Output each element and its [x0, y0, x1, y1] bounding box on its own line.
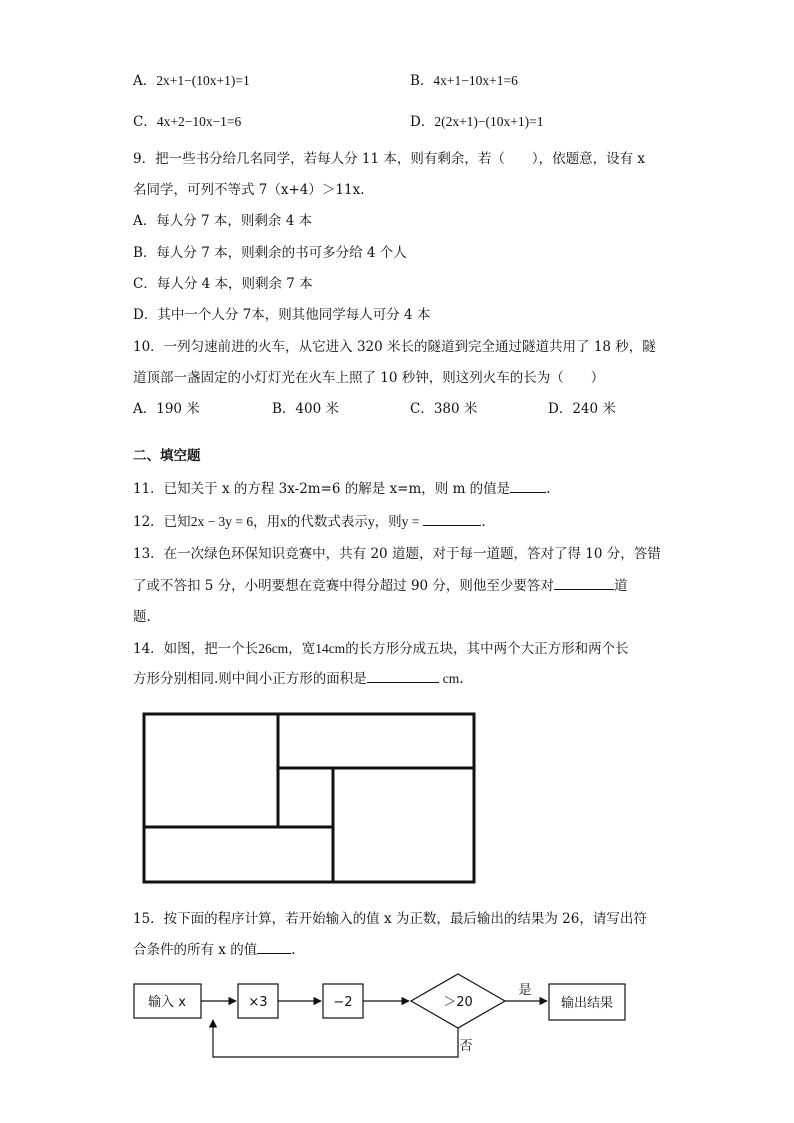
q10-option-b: B．400 米: [272, 401, 339, 417]
q13-text: 了或不答扣 5 分，小明要想在竞赛中得分超过 90 分，则他至少要答对: [133, 578, 554, 594]
q15-text: 合条件的所有 x 的值: [133, 942, 258, 958]
q11-text: 11．已知关于 x 的方程 3x-2m=6 的解是 x=m，则 m 的值是: [133, 481, 511, 497]
multiply-label: ×3: [248, 995, 268, 1010]
q9-line1: 9．把一些书分给几名同学，若每人分 11 本，则有剩余，若（ ），依题意，设有 x: [133, 151, 646, 167]
option-label: B．: [410, 73, 434, 89]
q14-text: 方形分别相同.则中间小正方形的面积是: [133, 671, 367, 687]
q12-text: ，则: [374, 514, 402, 530]
q15-line1: 15．按下面的程序计算，若开始输入的值 x 为正数，最后输出的结果为 26，请写出符: [133, 911, 647, 927]
q10-line1: 10．一列匀速前进的火车，从它进入 320 米长的隧道到完全通过隧道共用了 18 秒，隧: [133, 339, 656, 355]
section-title: 二、填空题: [133, 448, 201, 464]
loop-arrow: [213, 1020, 458, 1057]
q14-text: 14．如图，把一个长: [133, 641, 259, 657]
option-expression: 2(2x+1)−(10x+1)=1: [434, 114, 544, 129]
option-label: D．: [410, 114, 435, 130]
q10-line2: 道顶部一盏固定的小灯灯光在火车上照了 10 秒钟，则这列火车的长为（ ）: [133, 370, 605, 386]
q14-width: 14cm: [315, 641, 346, 656]
option-expression: 4x+2−10x−1=6: [156, 114, 242, 129]
yes-label: 是: [518, 983, 532, 998]
subtract-label: −2: [333, 995, 353, 1010]
q14-period: .: [459, 671, 464, 687]
option-expression: 4x+1−10x+1=6: [433, 73, 518, 88]
condition-label: ＞20: [443, 995, 473, 1010]
q10-option-c: C．380 米: [410, 401, 478, 417]
option-label: C．: [133, 114, 157, 130]
q12-var-x: x: [280, 514, 287, 529]
q9-option-d: D．其中一个人分 7本，则其他同学每人可分 4 本: [133, 307, 431, 323]
q14-text: 的长方形分成五块，其中两个大正方形和两个长: [345, 641, 629, 657]
option-expression: 2x+1−(10x+1)=1: [156, 73, 250, 88]
input-label: 输入 x: [148, 995, 186, 1010]
q15-period: .: [291, 942, 296, 958]
q12-period: .: [481, 514, 486, 530]
q12-var-y: y: [367, 514, 375, 529]
q12-text: 的代数式表示: [286, 514, 368, 530]
q14-text: ，宽: [288, 641, 316, 657]
q14-length: 26cm: [258, 641, 289, 656]
q12-prefix: 12．已知: [133, 514, 191, 530]
q9-line2: 名同学，可列不等式 7（x+4）＞11x.: [133, 182, 365, 198]
q10-option-d: D．240 米: [548, 401, 616, 417]
q12-text: ，用: [253, 514, 281, 530]
q13-line3: 题.: [133, 609, 151, 625]
q14-unit: cm: [442, 671, 460, 686]
no-label: 否: [459, 1039, 473, 1054]
q11-period: .: [546, 481, 551, 497]
option-label: A．: [133, 73, 157, 89]
q9-option-a: A．每人分 7 本，则剩余 4 本: [133, 213, 313, 229]
q10-option-a: A．190 米: [133, 401, 200, 417]
q13-line1: 13．在一次绿色环保知识竞赛中，共有 20 道题，对于每一道题，答对了得 10 分，答错: [133, 546, 661, 562]
q12-equation: 2x − 3y = 6: [190, 514, 254, 529]
q13-text: 道: [613, 578, 628, 594]
q9-option-b: B．每人分 7 本，则剩余的书可多分给 4 个人: [133, 245, 407, 261]
q9-option-c: C．每人分 4 本，则剩余 7 本: [133, 276, 313, 292]
q12-equation-2: y =: [401, 514, 420, 529]
output-label: 输出结果: [560, 996, 614, 1011]
